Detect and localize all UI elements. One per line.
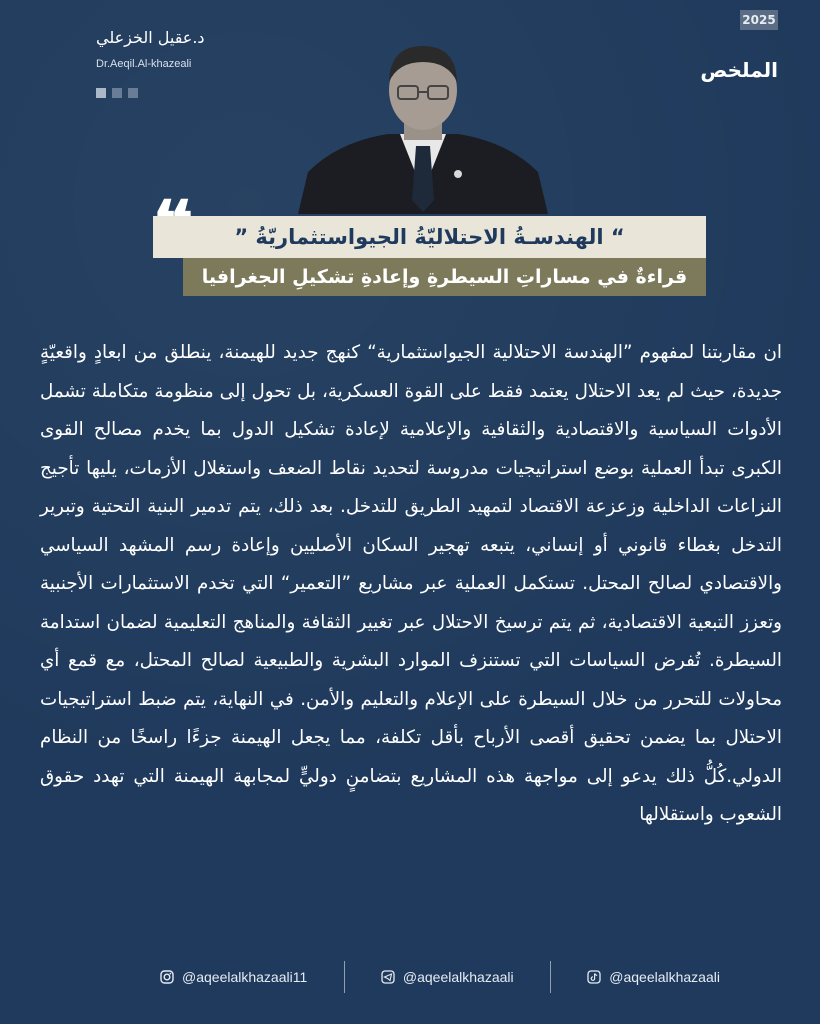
- telegram-handle: @aqeelalkhazaali: [402, 969, 514, 985]
- year-badge: 2025: [740, 10, 778, 30]
- telegram-icon: [381, 970, 395, 984]
- social-footer: [160, 960, 720, 994]
- page-dot: [96, 88, 106, 98]
- author-name-arabic: د.عقيل الخزعلي: [96, 28, 205, 47]
- page-dot: [112, 88, 122, 98]
- page-dot: [128, 88, 138, 98]
- article-title: “ الهندسـةُ الاحتلاليّةُ الجيواستثماريّةُ ”: [153, 216, 706, 258]
- summary-text: ان مقاربتنا لمفهوم ”الهندسة الاحتلالية الجيواستثمارية“ كنهج جديد للهيمنة، ينطلق من ابعادٍ واقعيّةٍ جديدة، حيث لم يعد الاحتلال يعتمد فقط على القوة العسكرية، بل تحول إلى منظومة متكاملة تشمل الأدوات السياسية والاقتصادية والثقافية والإعلامية لإعادة تشكيل الدول بما يخدم مصالح القوى الكبرى تبدأ العملية بوضع استراتيجيات مدروسة لتحديد نقاط الضعف واستغلال الأزمات، يليها تأجيج النزاعات الداخلية وزعزعة الاقتصاد لتمهيد الطريق للتدخل. بعد ذلك، يتم تدمير البنية التحتية وتبرير التدخل بغطاء قانوني أو إنساني، يتبعه تهجير السكان الأصليين وإعادة رسم المشهد السياسي والاقتصادي لصالح المحتل. تستكمل العملية عبر مشاريع ”التعمير“ التي تخدم الاستثمارات الأجنبية وتعزز التبعية الاقتصادية، ثم يتم ترسيخ الاحتلال عبر تغيير الثقافة والمناهج التعليمية لضمان استدامة السيطرة. تُفرض السياسات التي تستنزف الموارد البشرية والطبيعية لصالح المحتل، مع قمع أي محاولات للتحرر من خلال السيطرة على الإعلام والتعليم والأمن. في النهاية، يتم ضبط استراتيجيات الاحتلال بما يضمن تحقيق أقصى الأرباح بأقل تكلفة، مما يجعل الهيمنة جزءًا راسخًا من النظام الدولي.كُلُّ ذلك يدعو إلى مواجهة هذه المشاريع بتضامنٍ دوليٍّ لمجابهة الهيمنة التي تهدد حقوق الشعوب واستقلالها: [40, 342, 782, 825]
- article-subtitle: قراءةٌ في مساراتِ السيطرةِ وإعادةِ تشكيلِ الجغرافيا: [183, 258, 706, 296]
- page-indicator: [96, 88, 138, 98]
- author-name-english: Dr.Aeqil.Al-khazeali: [96, 58, 192, 70]
- tiktok-icon: [587, 970, 601, 984]
- social-instagram[interactable]: [160, 969, 307, 985]
- social-tiktok[interactable]: [587, 969, 720, 985]
- footer-divider: [550, 961, 551, 993]
- social-telegram[interactable]: [381, 969, 514, 985]
- instagram-handle: @aqeelalkhazaali11: [182, 969, 308, 985]
- author-photo: [298, 42, 548, 214]
- section-label: الملخص: [700, 58, 778, 82]
- instagram-icon: [160, 970, 174, 984]
- tiktok-handle: @aqeelalkhazaali: [609, 969, 720, 985]
- footer-divider: [344, 961, 345, 993]
